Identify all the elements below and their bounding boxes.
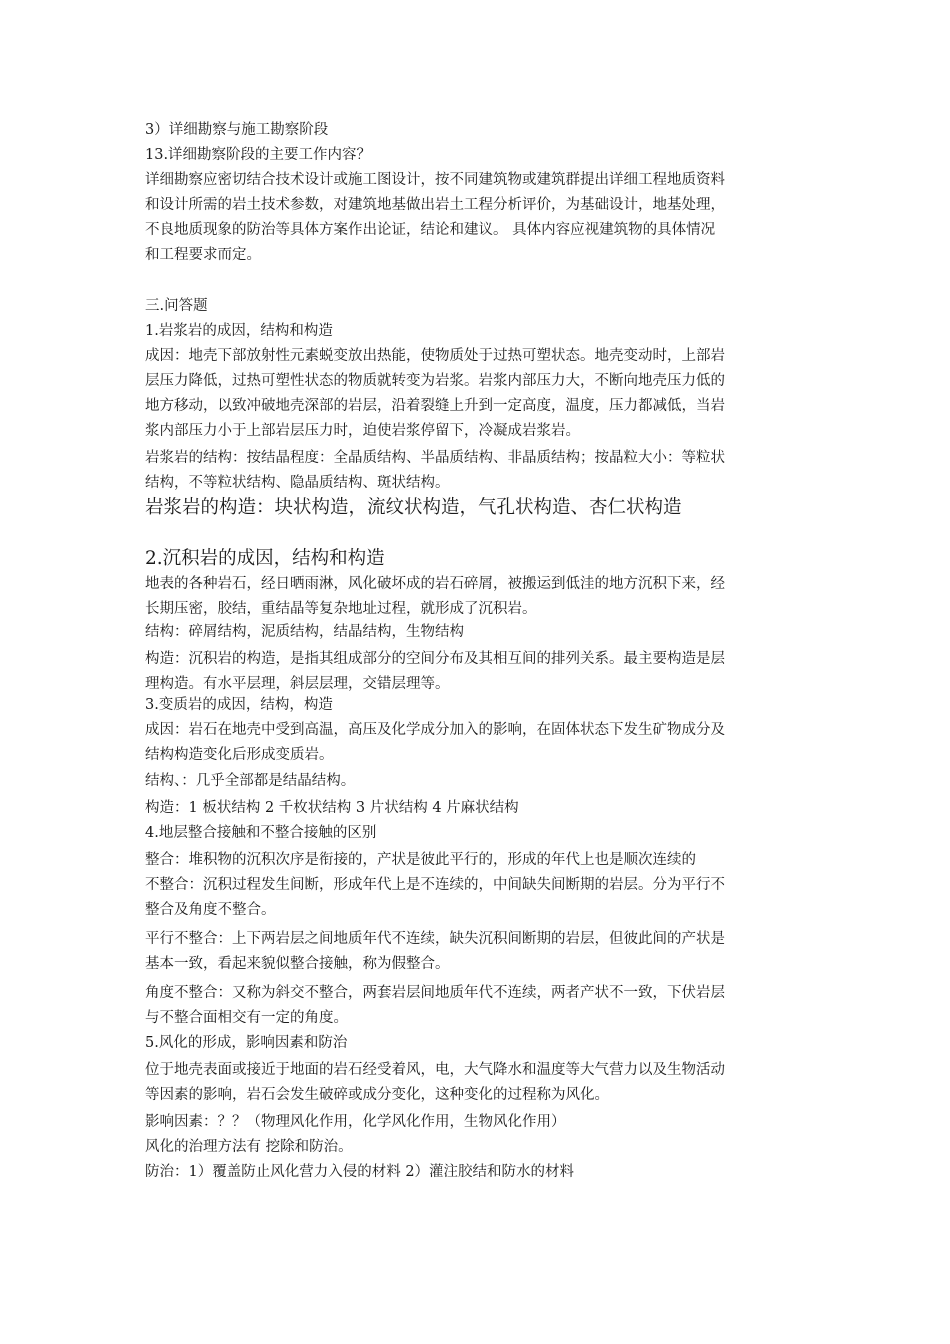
text-line: 影响因素：？？（物理风化作用，化学风化作用，生物风化作用） bbox=[145, 1114, 566, 1130]
text-line: 和设计所需的岩土技术参数，对建筑地基做出岩土工程分析评价，为基础设计，地基处理， bbox=[145, 197, 725, 213]
text-line: 防治：1）覆盖防止风化营力入侵的材料 2）灌注胶结和防水的材料 bbox=[145, 1164, 575, 1180]
text-line: 理构造。有水平层理，斜层层理，交错层理等。 bbox=[145, 676, 450, 692]
text-line: 整合及角度不整合。 bbox=[145, 902, 276, 918]
text-line: 地表的各种岩石，经日晒雨淋，风化破坏成的岩石碎屑，被搬运到低洼的地方沉积下来，经 bbox=[145, 576, 725, 592]
text-line: 角度不整合：又称为斜交不整合，两套岩层间地质年代不连续，两者产状不一致，下伏岩层 bbox=[145, 985, 725, 1001]
text-line: 结构构造变化后形成变质岩。 bbox=[145, 747, 334, 763]
text-line: 岩浆岩的结构：按结晶程度：全晶质结构、半晶质结构、非晶质结构；按晶粒大小：等粒状 bbox=[145, 450, 725, 466]
text-line: 基本一致，看起来貌似整合接触，称为假整合。 bbox=[145, 956, 450, 972]
text-line: 2.沉积岩的成因，结构和构造 bbox=[145, 548, 385, 569]
text-line: 风化的治理方法有 挖除和防治。 bbox=[145, 1139, 353, 1155]
text-line: 构造：沉积岩的构造，是指其组成部分的空间分布及其相互间的排列关系。最主要构造是层 bbox=[145, 651, 725, 667]
text-line: 构造：1 板状结构 2 千枚状结构 3 片状结构 4 片麻状结构 bbox=[145, 800, 519, 816]
text-line: 成因：地壳下部放射性元素蜕变放出热能，使物质处于过热可塑状态。地壳变动时，上部岩 bbox=[145, 348, 725, 364]
text-line: 等因素的影响，岩石会发生破碎或成分变化，这种变化的过程称为风化。 bbox=[145, 1087, 609, 1103]
text-line: 13.详细勘察阶段的主要工作内容？ bbox=[145, 147, 372, 163]
text-line: 结构，不等粒状结构、隐晶质结构、斑状结构。 bbox=[145, 475, 450, 491]
text-line: 三.问答题 bbox=[145, 298, 208, 314]
text-line: 结构、：几乎全部都是结晶结构。 bbox=[145, 773, 356, 789]
text-line: 整合：堆积物的沉积次序是衔接的，产状是彼此平行的，形成的年代上也是顺次连续的 bbox=[145, 852, 696, 868]
text-line: 地方移动，以致冲破地壳深部的岩层，沿着裂缝上升到一定高度，温度，压力都减低，当岩 bbox=[145, 398, 725, 414]
text-line: 3）详细勘察与施工勘察阶段 bbox=[145, 122, 329, 138]
text-line: 3.变质岩的成因，结构，构造 bbox=[145, 697, 333, 713]
text-line: 长期压密，胶结，重结晶等复杂地址过程，就形成了沉积岩。 bbox=[145, 601, 537, 617]
text-line: 位于地壳表面或接近于地面的岩石经受着风，电，大气降水和温度等大气营力以及生物活动 bbox=[145, 1062, 725, 1078]
text-line: 详细勘察应密切结合技术设计或施工图设计，按不同建筑物或建筑群提出详细工程地质资料 bbox=[145, 172, 725, 188]
text-line: 和工程要求而定。 bbox=[145, 247, 261, 263]
text-line: 5.风化的形成，影响因素和防治 bbox=[145, 1035, 348, 1051]
text-line: 1.岩浆岩的成因，结构和构造 bbox=[145, 323, 333, 339]
text-line: 岩浆岩的构造：块状构造，流纹状构造，气孔状构造、杏仁状构造 bbox=[145, 497, 682, 518]
text-line: 与不整合面相交有一定的角度。 bbox=[145, 1010, 348, 1026]
text-line: 浆内部压力小于上部岩层压力时，迫使岩浆停留下，冷凝成岩浆岩。 bbox=[145, 423, 580, 439]
text-line: 4.地层整合接触和不整合接触的区别 bbox=[145, 825, 377, 841]
text-line: 结构：碎屑结构，泥质结构，结晶结构，生物结构 bbox=[145, 624, 464, 640]
text-line: 不良地质现象的防治等具体方案作出论证，结论和建议。 具体内容应视建筑物的具体情况 bbox=[145, 222, 716, 238]
text-line: 成因：岩石在地壳中受到高温，高压及化学成分加入的影响，在固体状态下发生矿物成分及 bbox=[145, 722, 725, 738]
text-line: 层压力降低，过热可塑性状态的物质就转变为岩浆。岩浆内部压力大，不断向地壳压力低的 bbox=[145, 373, 725, 389]
text-line: 不整合：沉积过程发生间断，形成年代上是不连续的，中间缺失间断期的岩层。分为平行不 bbox=[145, 877, 725, 893]
text-line: 平行不整合：上下两岩层之间地质年代不连续，缺失沉积间断期的岩层，但彼此间的产状是 bbox=[145, 931, 725, 947]
